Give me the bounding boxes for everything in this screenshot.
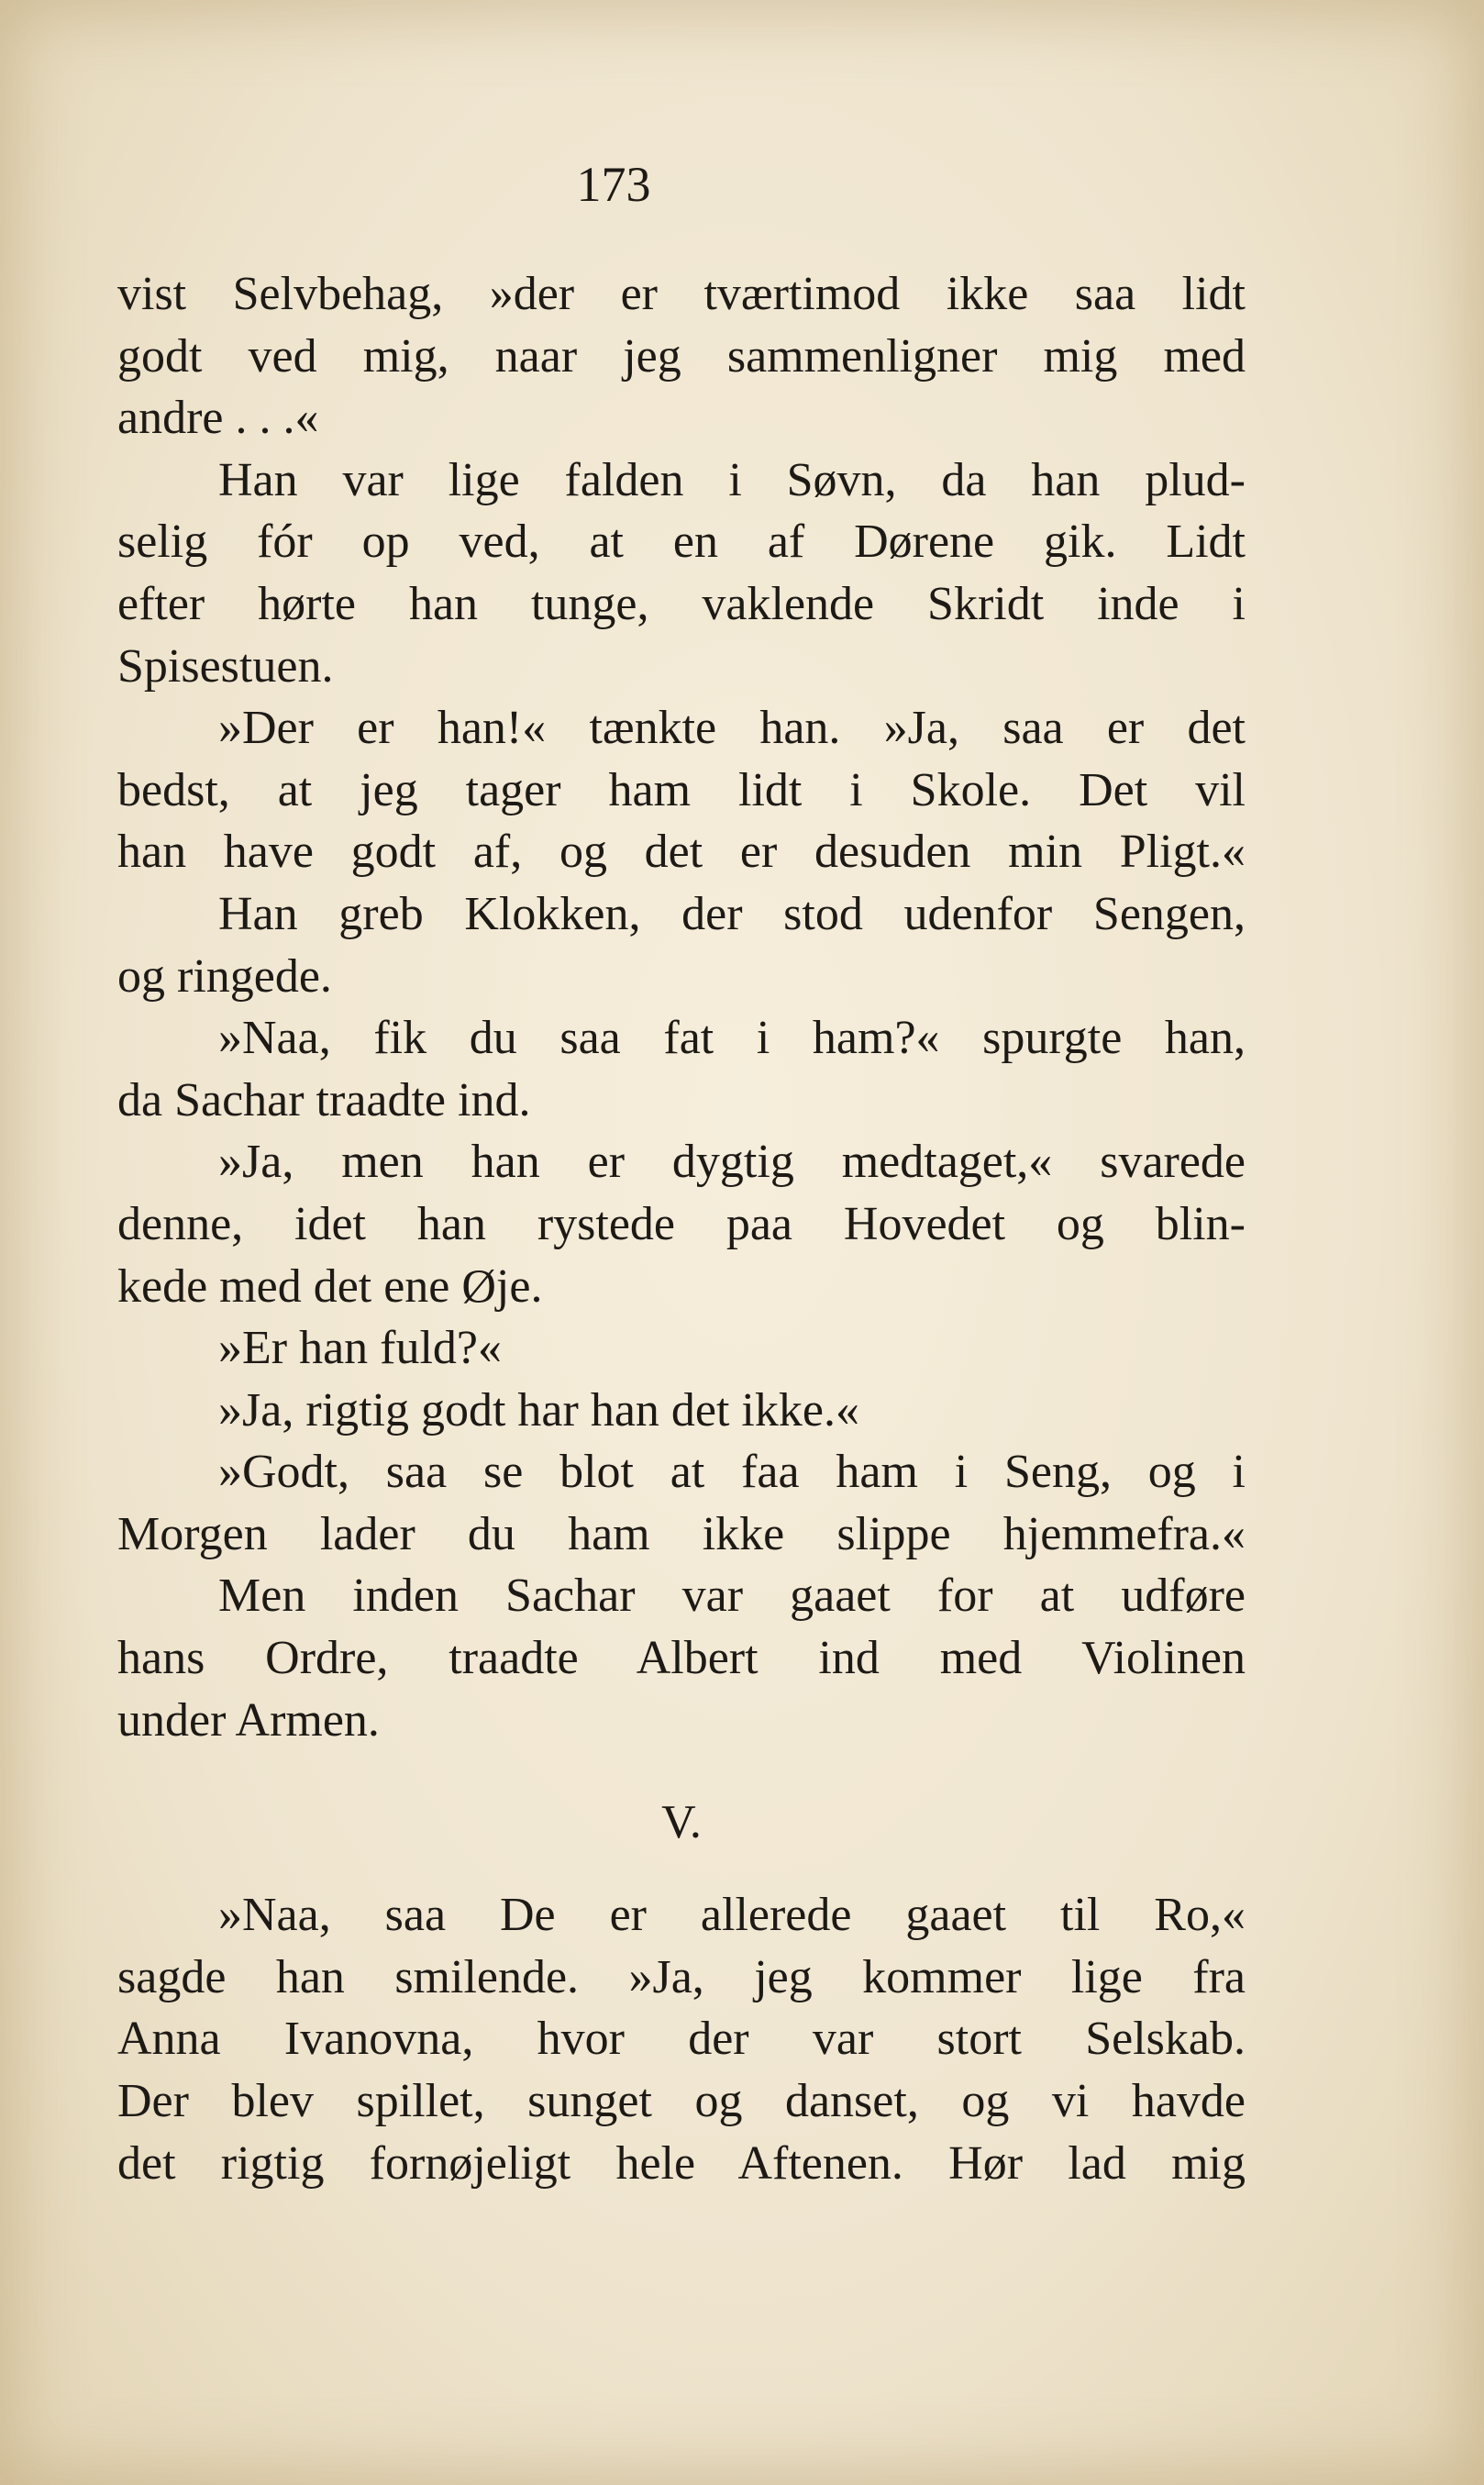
text-line: da Sachar traadte ind. <box>117 1073 531 1126</box>
text-line: Han var lige falden i Søvn, da han plud- <box>218 453 1246 506</box>
text-line: vist Selvbehag, »der er tværtimod ikke saa lidt <box>117 268 1246 320</box>
text-line: Han greb Klokken, der stod udenfor Sengen, <box>218 887 1246 940</box>
text-line: efter hørte han tunge, vaklende Skridt inde i <box>117 577 1246 630</box>
text-line: godt ved mig, naar jeg sammenligner mig med <box>117 329 1246 383</box>
text-line: andre . . .« <box>117 392 319 445</box>
text-line: selig fór op ved, at en af Dørene gik. Lidt <box>117 516 1246 569</box>
text-line: Anna Ivanovna, hvor der var stort Selskab. <box>117 2013 1246 2066</box>
text-line: denne, idet han rystede paa Hovedet og blin- <box>117 1197 1246 1250</box>
text-line: han have godt af, og det er desuden min Pligt.« <box>117 826 1246 879</box>
text-line: Spisestuen. <box>117 639 334 693</box>
chapter-heading: V. <box>661 1796 702 1849</box>
text-line: Morgen lader du ham ikke slippe hjemmefra.« <box>117 1507 1246 1560</box>
text-line: under Armen. <box>117 1693 380 1747</box>
text-line: sagde han smilende. »Ja, jeg kommer lige fra <box>117 1950 1246 2003</box>
text-line: »Godt, saa se blot at faa ham i Seng, og i <box>218 1446 1246 1499</box>
text-line: Der blev spillet, sunget og danset, og vi havde <box>117 2075 1246 2128</box>
text-line: og ringede. <box>117 949 332 1003</box>
text-line: »Ja, rigtig godt har han det ikke.« <box>218 1383 859 1437</box>
text-line: kede med det ene Øje. <box>117 1259 543 1313</box>
page-number: 173 <box>576 157 651 212</box>
text-line: hans Ordre, traadte Albert ind med Violinen <box>117 1632 1246 1685</box>
text-line: det rigtig fornøjeligt hele Aftenen. Hør lad mig <box>117 2136 1246 2190</box>
text-line: bedst, at jeg tager ham lidt i Skole. Det vil <box>117 763 1246 816</box>
text-line: »Er han fuld?« <box>218 1322 503 1375</box>
text-line: »Naa, saa De er allerede gaaet til Ro,« <box>218 1889 1246 1942</box>
text-line: »Der er han!« tænkte han. »Ja, saa er det <box>218 702 1246 755</box>
text-line: »Naa, fik du saa fat i ham?« spurgte han, <box>218 1012 1246 1065</box>
text-line: »Ja, men han er dygtig medtaget,« svarede <box>218 1136 1246 1189</box>
body-text <box>117 263 1246 2194</box>
text-line: Men inden Sachar var gaaet for at udføre <box>218 1570 1246 1623</box>
